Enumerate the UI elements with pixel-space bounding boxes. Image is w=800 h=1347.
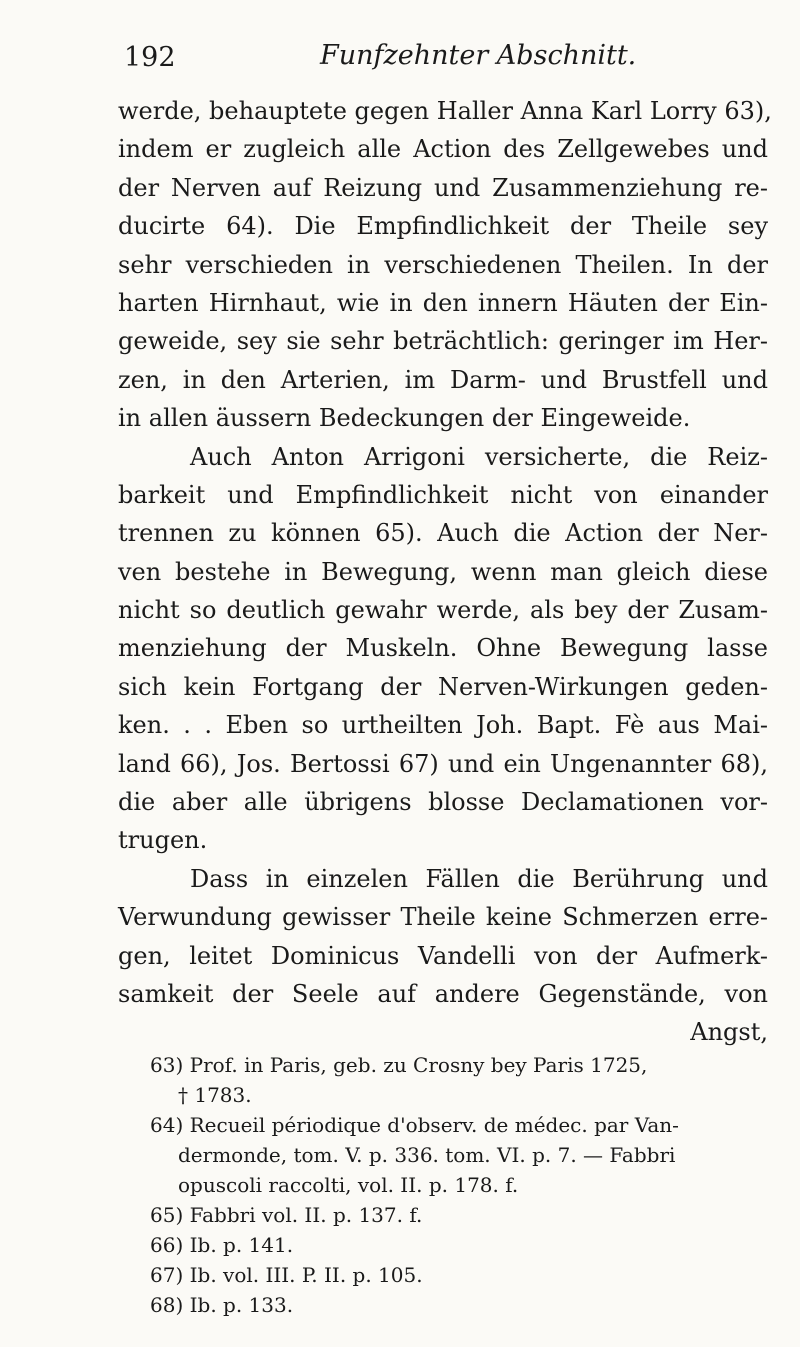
body-line: sich kein Fortgang der Nerven-Wirkungen geden- <box>118 672 768 701</box>
footnotes <box>150 1050 768 1320</box>
body-line: sehr verschieden in verschiedenen Theilen. In der <box>118 250 768 279</box>
body-line: land 66), Jos. Bertossi 67) und ein Ungenannter 68), <box>118 749 768 778</box>
catchword: Angst, <box>690 1018 768 1047</box>
body-line: nicht so deutlich gewahr werde, als bey der Zusam- <box>118 596 768 625</box>
body-line: die aber alle übrigens blosse Declamationen vor- <box>118 788 768 817</box>
footnote-67: 67) Ib. vol. III. P. II. p. 105. <box>150 1263 423 1287</box>
running-head: Funfzehnter Abschnitt. <box>320 40 637 71</box>
body-line: ducirte 64). Die Empfindlichkeit der Theile sey <box>118 212 768 241</box>
body-line: trennen zu können 65). Auch die Action der Ner- <box>118 519 768 548</box>
body-line: gen, leitet Dominicus Vandelli von der Aufmerk- <box>118 941 768 970</box>
footnote-66: 66) Ib. p. 141. <box>150 1233 294 1257</box>
body-line: ven bestehe in Bewegung, wenn man gleich diese <box>118 557 768 586</box>
footnote-64-cont: dermonde, tom. V. p. 336. tom. VI. p. 7. — Fabbri <box>178 1143 676 1167</box>
footnote-64-cont2: opuscoli raccolti, vol. II. p. 178. f. <box>178 1173 519 1197</box>
body-line: Dass in einzelen Fällen die Berührung und <box>190 864 768 893</box>
body-line: Auch Anton Arrigoni versicherte, die Reiz- <box>190 442 768 471</box>
footnote-63: 63) Prof. in Paris, geb. zu Crosny bey Paris 1725, <box>150 1053 648 1077</box>
body-line: geweide, sey sie sehr beträchtlich: geringer im Her- <box>118 327 768 356</box>
body-line: samkeit der Seele auf andere Gegenstände, von <box>118 979 768 1008</box>
page-header <box>124 38 764 78</box>
body-line: zen, in den Arterien, im Darm- und Brustfell und <box>118 365 768 394</box>
body-line: barkeit und Empfindlichkeit nicht von einander <box>118 480 768 509</box>
body-line: werde, behauptete gegen Haller Anna Karl Lorry 63), <box>118 97 772 125</box>
body-line: ken. . . Eben so urtheilten Joh. Bapt. Fè aus Mai- <box>118 711 768 740</box>
page-number: 192 <box>124 42 176 73</box>
body-line: trugen. <box>118 826 208 855</box>
footnote-65: 65) Fabbri vol. II. p. 137. f. <box>150 1203 423 1227</box>
body-line: indem er zugleich alle Action des Zellgewebes und <box>118 135 768 164</box>
footnote-64: 64) Recueil périodique d'observ. de médec. par Van- <box>150 1113 679 1137</box>
body-text <box>118 92 772 1052</box>
body-line: menziehung der Muskeln. Ohne Bewegung lasse <box>118 634 768 663</box>
body-line: harten Hirnhaut, wie in den innern Häuten der Ein- <box>118 288 768 317</box>
body-line: der Nerven auf Reizung und Zusammenziehung re- <box>118 173 768 202</box>
footnote-63-cont: † 1783. <box>178 1083 252 1107</box>
footnote-68: 68) Ib. p. 133. <box>150 1293 294 1317</box>
body-line: Verwundung gewisser Theile keine Schmerzen erre- <box>118 903 768 932</box>
body-line: in allen äussern Bedeckungen der Eingeweide. <box>118 404 691 433</box>
